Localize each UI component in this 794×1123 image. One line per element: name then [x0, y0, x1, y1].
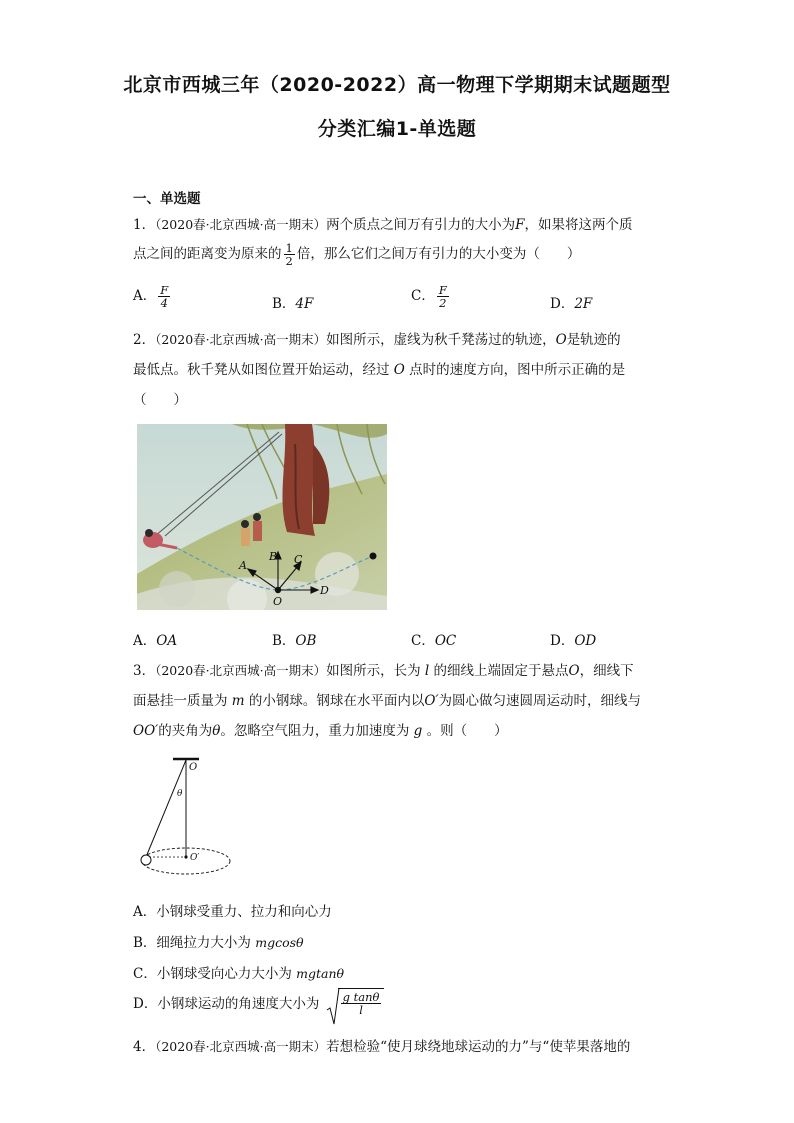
q2-option-b[interactable]	[272, 629, 316, 649]
q3-line2	[133, 689, 641, 709]
q3-text: 的小钢球。钢球在水平面内以	[248, 693, 425, 709]
option-text: D．小钢球运动的角速度大小为	[133, 996, 324, 1013]
frac-denominator: 2	[439, 296, 447, 311]
q1-text: 两个质点之间万有引力的大小为	[326, 217, 516, 233]
q2-option-d[interactable]	[550, 629, 596, 649]
q3-text: 。忽略空气阻力，重力加速度为	[220, 723, 410, 739]
frac-numerator: F	[438, 283, 447, 297]
option-text: 2F	[574, 296, 593, 312]
frac-denominator: 2	[285, 254, 293, 269]
fig-label-o: O	[189, 762, 198, 773]
q3-option-a[interactable]: A．小钢球受重力、拉力和向心力	[133, 904, 332, 920]
sqrt-expression	[326, 988, 385, 1016]
pendulum-figure	[137, 756, 237, 886]
option-label: D．	[550, 296, 575, 312]
option-label: C．	[411, 633, 435, 649]
fig-label-oprime: O′	[190, 853, 200, 863]
q3-text: 。则（ ）	[426, 723, 508, 739]
q4-number: 4．	[133, 1039, 156, 1055]
q1-c-fraction	[437, 284, 449, 309]
swing-figure	[137, 424, 387, 610]
q4-source: （2020春·北京西城·高一期末）	[155, 1039, 327, 1054]
option-label: C．	[411, 288, 435, 305]
point-o	[275, 587, 281, 593]
q2-text: 如图所示，虚线为秋千凳荡过的轨迹，	[326, 332, 556, 348]
q3-number: 3．	[133, 663, 156, 679]
option-expr: mgcosθ	[255, 935, 304, 950]
q3-text: 为圆心做匀速圆周运动时，细线与	[438, 693, 642, 709]
q1-option-b[interactable]	[272, 292, 313, 312]
q1-text: 点之间的距离变为原来的	[133, 246, 282, 263]
q1-fraction	[284, 242, 295, 267]
q3-text: 的夹角为	[158, 723, 213, 739]
q3-text: 的细线上端固定于悬点	[433, 663, 569, 679]
q1-source: （2020春·北京西城·高一期末）	[155, 217, 327, 232]
option-text: OB	[295, 633, 317, 649]
fig-label-d: D	[320, 584, 329, 597]
q2-text: 点时的速度方向，图中所示正确的是	[409, 362, 626, 378]
q3-var-o: O	[568, 663, 580, 679]
option-text: B．细绳拉力大小为	[133, 935, 256, 951]
q1-number: 1．	[133, 217, 156, 233]
q2-line2	[133, 358, 625, 378]
q1-var-f: F	[515, 217, 525, 233]
option-label: B．	[272, 633, 296, 649]
q3-text: ，细线下	[579, 663, 634, 679]
fig-label-o: O	[273, 595, 283, 608]
q3-var-l: l	[424, 663, 430, 679]
option-label: A．	[133, 288, 157, 305]
q2-source: （2020春·北京西城·高一期末）	[155, 332, 327, 347]
fig-label-a: A	[239, 559, 247, 572]
q2-option-a[interactable]	[133, 629, 177, 649]
q4-text: 若想检验“使月球绕地球运动的力”与“使苹果落地的	[326, 1039, 631, 1055]
frac-numerator: F	[160, 283, 169, 297]
section-heading: 一、单选题	[133, 191, 201, 207]
frac-numerator: 1	[285, 241, 293, 255]
q4-line1	[133, 1035, 630, 1055]
sqrt-sign	[326, 986, 340, 1026]
q3-var-g: g	[413, 723, 423, 739]
q1-line1	[133, 213, 632, 233]
frac-denominator: 4	[160, 296, 168, 311]
fig-label-c: C	[294, 553, 303, 566]
q2-text: 最低点。秋千凳从如图位置开始运动，经过	[133, 362, 390, 378]
q3-option-b[interactable]	[133, 931, 304, 951]
q2-var-o: O	[555, 332, 567, 348]
q2-option-c[interactable]	[411, 629, 456, 649]
q1-option-a[interactable]	[133, 284, 172, 309]
option-label: B．	[272, 296, 296, 312]
q2-var-o: O	[393, 362, 405, 378]
q1-line2	[133, 242, 580, 267]
option-text: OC	[434, 633, 457, 649]
q3-var-ooprime: OO′	[133, 723, 159, 739]
option-label: A．	[133, 633, 157, 649]
frac-denominator: l	[359, 1003, 363, 1018]
q2-line3: （ ）	[133, 392, 187, 408]
q3-option-d[interactable]	[133, 988, 384, 1016]
q3-option-c[interactable]	[133, 962, 344, 982]
q3-var-m: m	[231, 693, 245, 709]
q1-text: ，如果将这两个质	[524, 217, 633, 233]
q3-var-theta: θ	[212, 723, 221, 739]
q3-var-oprime: O′	[424, 693, 439, 709]
option-text: 4F	[295, 296, 314, 312]
q3-source: （2020春·北京西城·高一期末）	[155, 663, 327, 678]
q1-a-fraction	[158, 284, 170, 309]
doc-title-line2: 分类汇编1-单选题	[317, 118, 477, 140]
q2-text: 是轨迹的	[566, 332, 621, 348]
q2-line1	[133, 328, 621, 348]
q1-text: 倍，那么它们之间万有引力的大小变为（ ）	[296, 246, 581, 263]
option-text: OD	[574, 633, 597, 649]
q1-option-c[interactable]	[411, 284, 451, 309]
frac-numerator: g tanθ	[342, 990, 380, 1004]
option-text: C．小钢球受向心力大小为	[133, 966, 297, 982]
q1-option-d[interactable]	[550, 292, 592, 312]
fig-label-theta: θ	[177, 789, 183, 799]
q3-line3	[133, 719, 508, 739]
q3-text: 面悬挂一质量为	[133, 693, 228, 709]
q2-number: 2．	[133, 332, 156, 348]
fig-label-b: B	[269, 550, 278, 563]
option-label: D．	[550, 633, 575, 649]
q3-line1	[133, 659, 634, 679]
q3-text: 如图所示，长为	[326, 663, 421, 679]
option-text: OA	[156, 633, 178, 649]
option-expr: mgtanθ	[296, 966, 345, 981]
doc-title-line1: 北京市西城三年（2020-2022）高一物理下学期期末试题题型	[123, 74, 671, 96]
end-point	[370, 553, 377, 560]
